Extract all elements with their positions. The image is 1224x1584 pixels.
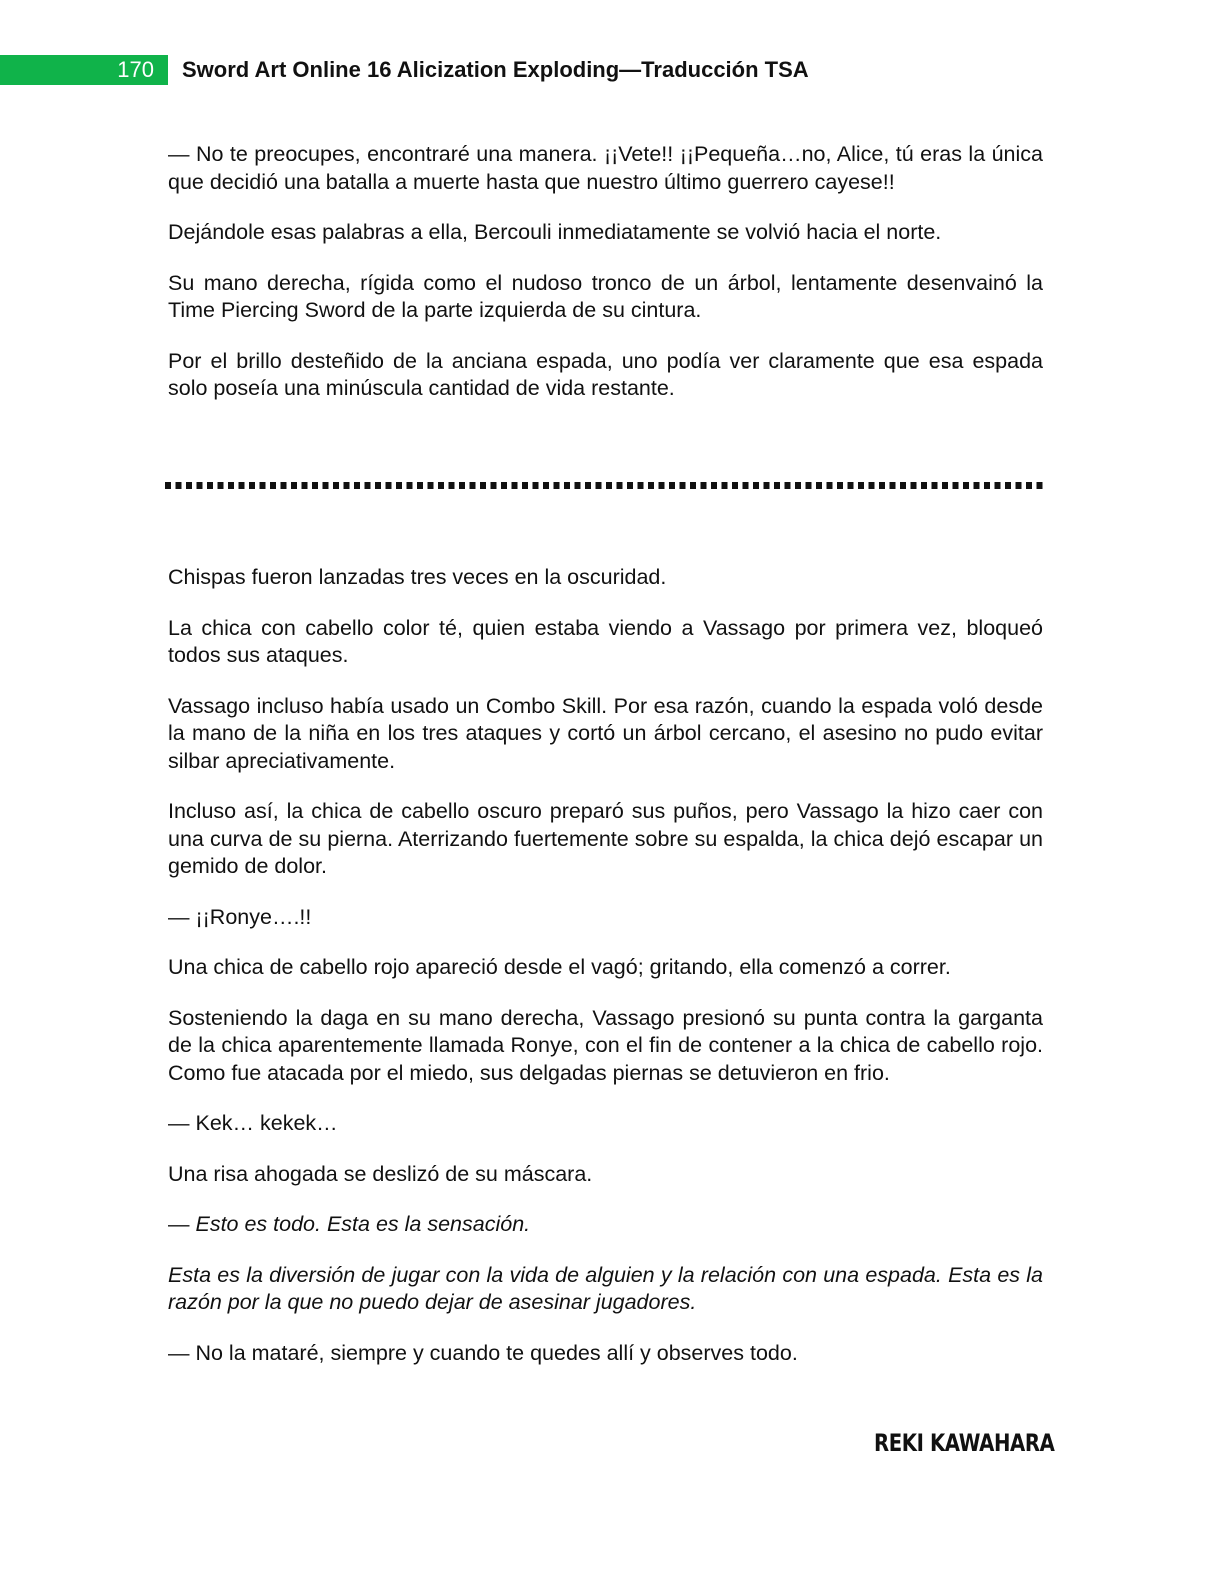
page-header [0, 55, 1224, 85]
paragraph: — ¡¡Ronye….!! [168, 904, 312, 929]
paragraph: Chispas fueron lanzadas tres veces en la oscuridad. [168, 565, 667, 589]
italic-text: Esto es todo. Esta es la sensación. [195, 1212, 531, 1236]
paragraph: Dejándole esas palabras a ella, Bercouli inmediatamente se volvió hacia el norte. [168, 220, 942, 244]
paragraph: — No la mataré, siempre y cuando te quedes allí y observes todo. [168, 1340, 798, 1365]
paragraph: Incluso así, la chica de cabello oscuro preparó sus puños, pero Vassago la hizo caer con una curva de su pierna. Aterrizando fuertemente sobre su espalda, la chica dejó escapar un gemido de dolor. [168, 799, 1043, 878]
section-one [168, 141, 1043, 426]
paragraph: Su mano derecha, rígida como el nudoso tronco de un árbol, lentamente desenvainó la Time Piercing Sword de la parte izquierda de su cintura. [168, 270, 1043, 322]
section-two [168, 564, 1043, 1390]
paragraph: Una chica de cabello rojo apareció desde el vagó; gritando, ella comenzó a correr. [168, 955, 951, 979]
book-title: Sword Art Online 16 Alicization Exploding—Traducción TSA [182, 57, 809, 82]
paragraph: Vassago incluso había usado un Combo Skill. Por esa razón, cuando la espada voló desde la mano de la niña en los tres ataques y cortó un árbol cercano, el asesino no pudo evitar silbar apreciativamente. [168, 693, 1043, 773]
paragraph: Sosteniendo la daga en su mano derecha, Vassago presionó su punta contra la garganta de la chica aparentemente llamada Ronye, con el fin de contener a la chica de cabello rojo. Como fue atacada por el miedo, sus delgadas piernas se detuvieron en frio. [168, 1005, 1043, 1085]
paragraph-italic-dialogue [168, 1211, 1043, 1239]
paragraph: Una risa ahogada se deslizó de su máscara. [168, 1161, 593, 1186]
page-number: 170 [0, 55, 168, 85]
section-separator [165, 482, 1047, 489]
dialogue-dash: — [168, 1212, 196, 1236]
paragraph: — No te preocupes, encontraré una manera. ¡¡Vete!! ¡¡Pequeña…no, Alice, tú eras la única que decidió una batalla a muerte hasta que nuestro último guerrero cayese!! [168, 142, 1043, 194]
paragraph: — Kek… kekek… [168, 1111, 338, 1135]
paragraph: Por el brillo desteñido de la anciana espada, uno podía ver claramente que esa espada solo poseía una minúscula cantidad de vida restante. [168, 348, 1043, 400]
paragraph: La chica con cabello color té, quien estaba viendo a Vassago por primera vez, bloqueó todos sus ataques. [168, 615, 1043, 667]
author-name: REKI KAWAHARA [874, 1429, 1055, 1457]
paragraph-italic: Esta es la diversión de jugar con la vida de alguien y la relación con una espada. Esta es la razón por la que no puedo dejar de asesinar jugadores. [168, 1262, 1043, 1314]
